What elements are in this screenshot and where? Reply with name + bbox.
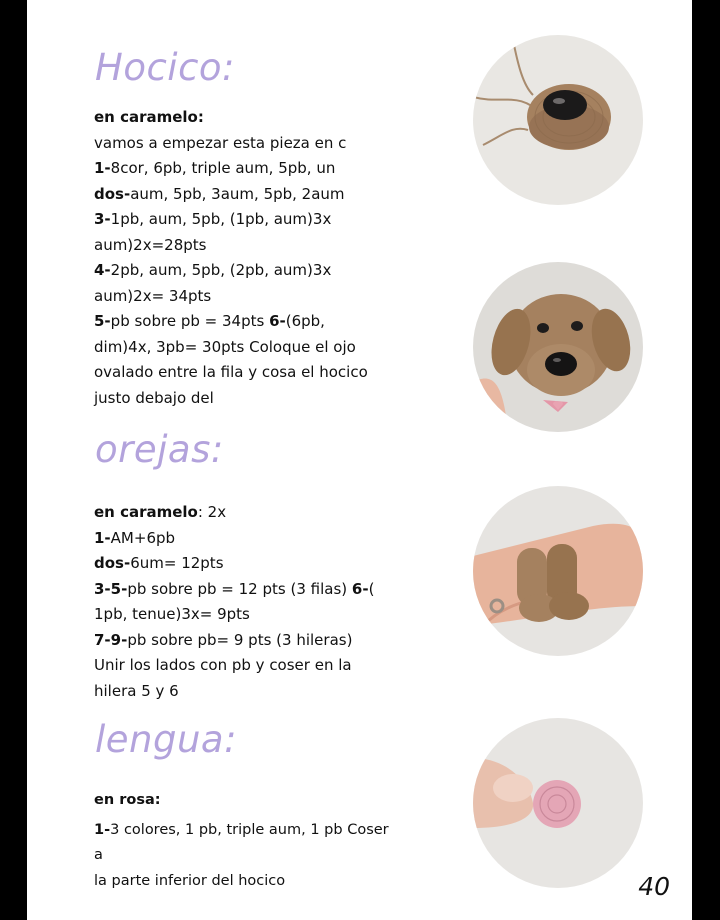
- hocico-instructions: [94, 105, 394, 411]
- hocico-row-3: 3-1pb, aum, 5pb, (1pb, aum)3x: [94, 210, 332, 228]
- lengua-instructions: [94, 788, 394, 894]
- orejas-row-7-9: 7-9-pb sobre pb= 9 pts (3 hileras): [94, 630, 353, 649]
- lengua-row-1-cont: la parte inferior del hocico: [94, 872, 286, 889]
- dog-head-illustration: [473, 262, 643, 432]
- section-title-hocico: Hocico:: [95, 46, 236, 89]
- hocico-row-6-cont-1: dim)4x, 3pb= 30pts Coloque el ojo: [94, 337, 356, 356]
- hocico-row-6-cont-2: ovalado entre la fila y cosa el hocico: [94, 363, 368, 381]
- photo-ears: [473, 486, 643, 656]
- section-title-orejas: orejas:: [95, 428, 224, 471]
- lengua-subtitle: en rosa:: [94, 792, 161, 808]
- page-number: 40: [638, 872, 670, 901]
- muzzle-piece-illustration: [473, 35, 643, 205]
- photo-tongue: [473, 718, 643, 888]
- hocico-row-4: 4-2pb, aum, 5pb, (2pb, aum)3x: [94, 261, 332, 279]
- lengua-row-1: 1-3 colores, 1 pb, triple aum, 1 pb Coser a: [94, 821, 389, 863]
- photo-dog-head: [473, 262, 643, 432]
- hocico-intro: vamos a empezar esta pieza en c: [94, 133, 347, 152]
- orejas-line-b: hilera 5 y 6: [94, 681, 179, 700]
- orejas-row-2: dos-6um= 12pts: [94, 554, 224, 572]
- hocico-row-6-cont-3: justo debajo del: [94, 388, 214, 407]
- orejas-row-6-cont: 1pb, tenue)3x= 9pts: [94, 605, 250, 623]
- photo-muzzle-piece: [473, 35, 643, 205]
- hocico-row-3-cont: aum)2x=28pts: [94, 235, 207, 254]
- orejas-subtitle: en caramelo: 2x: [94, 503, 227, 521]
- orejas-row-3-6: 3-5-pb sobre pb = 12 pts (3 filas) 6-(: [94, 579, 375, 598]
- orejas-instructions: [94, 500, 394, 704]
- tongue-illustration: [473, 718, 643, 888]
- hocico-row-4-cont: aum)2x= 34pts: [94, 286, 212, 305]
- section-title-lengua: lengua:: [95, 718, 238, 761]
- orejas-line-a: Unir los lados con pb y coser en la: [94, 656, 352, 674]
- hocico-subtitle: en caramelo:: [94, 108, 204, 126]
- orejas-row-1: 1-AM+6pb: [94, 528, 176, 547]
- hocico-row-5-6: 5-pb sobre pb = 34pts 6-(6pb,: [94, 312, 325, 330]
- hocico-row-2: dos-aum, 5pb, 3aum, 5pb, 2aum: [94, 184, 345, 203]
- hocico-row-1: 1-8cor, 6pb, triple aum, 5pb, un: [94, 159, 336, 177]
- pattern-page: [27, 0, 692, 920]
- ears-illustration: [473, 486, 643, 656]
